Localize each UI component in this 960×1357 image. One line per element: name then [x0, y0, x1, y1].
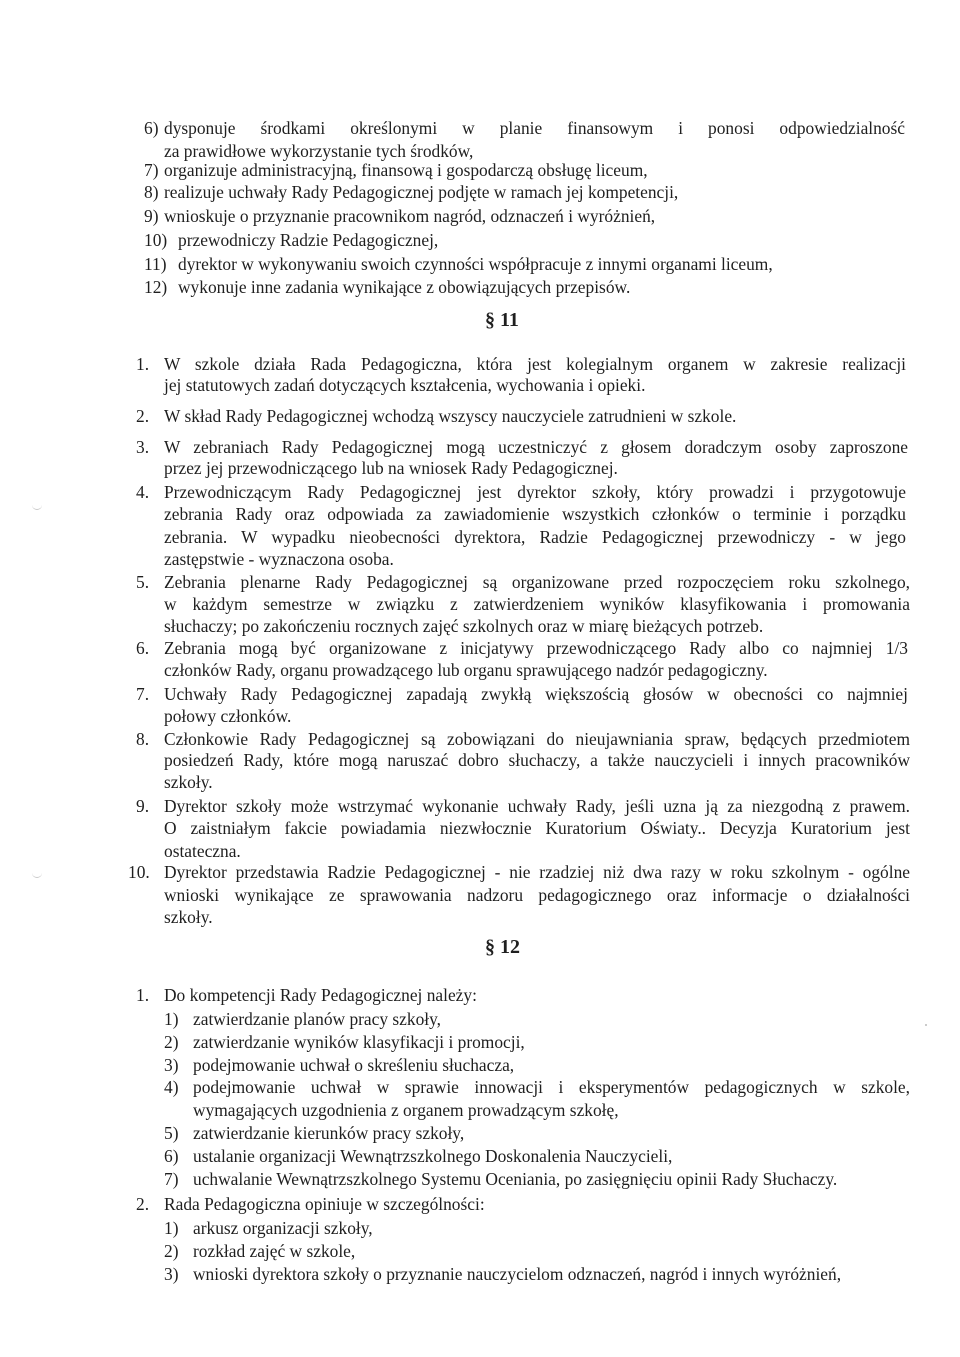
paragraph-number: 2.	[136, 406, 150, 426]
sub-item-line: rozkład zajęć w szkole,	[193, 1241, 356, 1261]
list-item-line: wykonuje inne zadania wynikające z obowiązujących przepisów.	[178, 277, 631, 297]
sub-item-number: 5)	[164, 1123, 179, 1143]
list-item-number: 10)	[144, 230, 168, 250]
paragraph-line: słuchaczy; po zakończeniu rocznych zajęć szkolnych oraz w miarę bieżących potrzeb.	[164, 616, 764, 636]
paragraph-line: zebrania. W wypadku nieobecności dyrektora, Radzie Pedagogicznej przewodniczy - w jego	[164, 527, 906, 547]
paragraph-line: w każdym semestrze w związku z zatwierdzeniem wyników klasyfikowania i promowania	[164, 594, 910, 614]
list-item-line: dysponuje środkami określonymi w planie finansowym i ponosi odpowiedzialność	[164, 118, 905, 138]
paragraph-line: szkoły.	[164, 907, 213, 927]
paragraph-line: jej statutowych zadań dotyczących kształcenia, wychowania i opieki.	[164, 375, 646, 395]
sub-item-line: uchwalanie Wewnątrzszkolnego Systemu Oceniania, po zasięgnięciu opinii Rady Słuchaczy.	[193, 1169, 838, 1189]
list-item-number: 11)	[144, 254, 167, 274]
sub-item-number: 3)	[164, 1055, 179, 1075]
paragraph-line: zebrania Rady oraz odpowiada za zawiadomienie wszystkich członków o terminie i porządku	[164, 504, 906, 524]
paragraph-line: Dyrektor przedstawia Radzie Pedagogicznej - nie rzadziej niż dwa razy w roku szkolnym - ogólne	[164, 862, 910, 882]
list-item-line: wnioskuje o przyznanie pracownikom nagród, odznaczeń i wyróżnień,	[164, 206, 656, 226]
list-item-line: przewodniczy Radzie Pedagogicznej,	[178, 230, 439, 250]
list-item-line: dyrektor w wykonywaniu swoich czynności współpracuje z innymi organami liceum,	[178, 254, 773, 274]
scan-mark	[32, 505, 42, 510]
sub-item-number: 1)	[164, 1009, 179, 1029]
paragraph-line: Zebrania plenarne Rady Pedagogicznej są organizowane przed rozpoczęciem roku szkolnego,	[164, 572, 910, 592]
paragraph-number: 9.	[136, 796, 150, 816]
section-heading: § 11	[485, 309, 519, 331]
sub-item-line: ustalanie organizacji Wewnątrzszkolnego Doskonalenia Nauczycieli,	[193, 1146, 673, 1166]
paragraph-line: W zebraniach Rady Pedagogicznej mogą uczestniczyć z głosem doradczym osoby zaproszone	[164, 437, 908, 457]
list-item-number: 7)	[144, 160, 159, 180]
sub-item-line: podejmowanie uchwał o skreśleniu słuchacza,	[193, 1055, 515, 1075]
paragraph-intro: Rada Pedagogiczna opiniuje w szczególności:	[164, 1194, 485, 1214]
paragraph-intro: Do kompetencji Rady Pedagogicznej należy:	[164, 985, 477, 1005]
sub-item-number: 2)	[164, 1032, 179, 1052]
paragraph-line: Przewodniczącym Rady Pedagogicznej jest dyrektor szkoły, który prowadzi i przygotowuje	[164, 482, 906, 502]
paragraph-line: ostateczna.	[164, 841, 241, 861]
sub-item-line: arkusz organizacji szkoły,	[193, 1218, 373, 1238]
list-item-line: za prawidłowe wykorzystanie tych środków,	[164, 141, 474, 161]
paragraph-line: Zebrania mogą być organizowane z inicjatywy przewodniczącego Rady albo co najmniej 1/3	[164, 638, 908, 658]
paragraph-number: 8.	[136, 729, 150, 749]
list-item-number: 9)	[144, 206, 159, 226]
paragraph-line: przez jej przewodniczącego lub na wniosek Rady Pedagogicznej.	[164, 458, 618, 478]
sub-item-line: podejmowanie uchwał w sprawie innowacji i eksperymentów pedagogicznych w szkole,	[193, 1077, 910, 1097]
paragraph-number: 5.	[136, 572, 150, 592]
paragraph-number: 6.	[136, 638, 150, 658]
sub-item-line: wymagających uzgodnienia z organem prowadzącym szkołę,	[193, 1100, 619, 1120]
paragraph-line: O zaistniałym fakcie powiadamia niezwłocznie Kuratorium Oświaty.. Decyzja Kuratorium jest	[164, 818, 910, 838]
paragraph-line: W skład Rady Pedagogicznej wchodzą wszyscy nauczyciele zatrudnieni w szkole.	[164, 406, 737, 426]
scan-dot	[925, 1024, 927, 1026]
sub-item-number: 4)	[164, 1077, 179, 1097]
section-heading: § 12	[485, 936, 520, 958]
sub-item-line: wnioski dyrektora szkoły o przyznanie nauczycielom odznaczeń, nagród i innych wyróżnień,	[193, 1264, 842, 1284]
paragraph-line: wnioski wynikające ze sprawowania nadzoru pedagogicznego oraz informacje o działalności	[164, 885, 910, 905]
paragraph-line: Członkowie Rady Pedagogicznej są zobowiązani do nieujawniania spraw, będących przedmiotem	[164, 729, 910, 749]
paragraph-line: Dyrektor szkoły może wstrzymać wykonanie uchwały Rady, jeśli uzna ją za niezgodną z prawem.	[164, 796, 910, 816]
sub-item-number: 7)	[164, 1169, 179, 1189]
sub-item-number: 6)	[164, 1146, 179, 1166]
sub-item-line: zatwierdzanie kierunków pracy szkoły,	[193, 1123, 465, 1143]
sub-item-number: 1)	[164, 1218, 179, 1238]
paragraph-number: 2.	[136, 1194, 150, 1214]
sub-item-line: zatwierdzanie wyników klasyfikacji i promocji,	[193, 1032, 525, 1052]
paragraph-line: Uchwały Rady Pedagogicznej zapadają zwykłą większością głosów w obecności co najmniej	[164, 684, 908, 704]
list-item-number: 6)	[144, 118, 159, 138]
paragraph-line: połowy członków.	[164, 706, 292, 726]
paragraph-number: 1.	[136, 354, 150, 374]
scan-mark	[32, 873, 42, 878]
paragraph-number: 4.	[136, 482, 150, 502]
sub-item-line: zatwierdzanie planów pracy szkoły,	[193, 1009, 442, 1029]
paragraph-line: członków Rady, organu prowadzącego lub organu sprawującego nadzór pedagogiczny.	[164, 660, 768, 680]
paragraph-line: zastępstwie - wyznaczona osoba.	[164, 549, 394, 569]
paragraph-number: 10.	[128, 862, 150, 882]
paragraph-line: szkoły.	[164, 772, 213, 792]
list-item-number: 12)	[144, 277, 168, 297]
paragraph-number: 3.	[136, 437, 150, 457]
list-item-line: organizuje administracyjną, finansową i gospodarczą obsługę liceum,	[164, 160, 648, 180]
paragraph-number: 1.	[136, 985, 150, 1005]
list-item-line: realizuje uchwały Rady Pedagogicznej podjęte w ramach jej kompetencji,	[164, 182, 679, 202]
paragraph-line: W szkole działa Rada Pedagogiczna, która jest kolegialnym organem w zakresie realizacji	[164, 354, 906, 374]
paragraph-number: 7.	[136, 684, 150, 704]
sub-item-number: 2)	[164, 1241, 179, 1261]
sub-item-number: 3)	[164, 1264, 179, 1284]
list-item-number: 8)	[144, 182, 159, 202]
paragraph-line: posiedzeń Rady, które mogą naruszać dobro słuchaczy, a także nauczycieli i innych pracowników	[164, 750, 910, 770]
